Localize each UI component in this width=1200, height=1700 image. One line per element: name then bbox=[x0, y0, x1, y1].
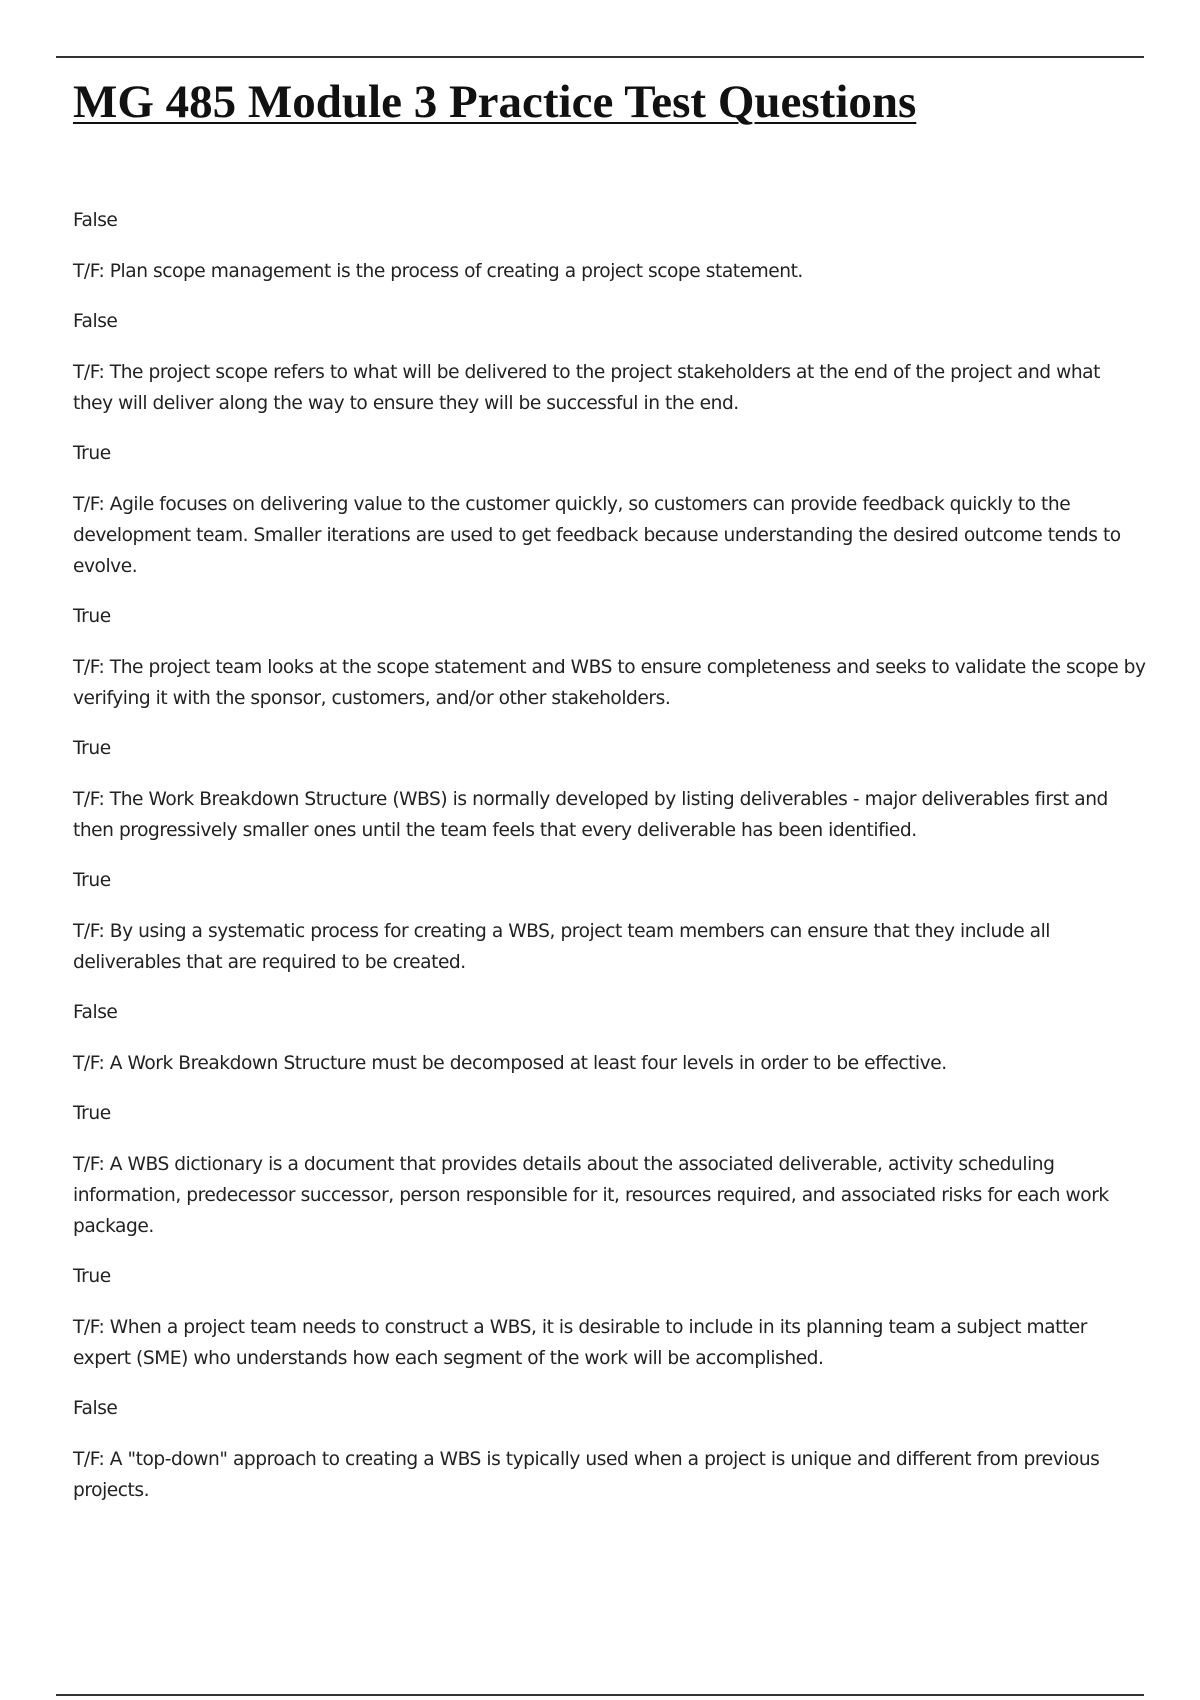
question-8: T/F: A WBS dictionary is a document that provides details about the associated deliverable, activity scheduling information, predecessor successor, person responsible for it, resources required, and associated risks for each work package. bbox=[73, 1154, 1109, 1237]
answer-3: True bbox=[73, 606, 111, 627]
question-5: T/F: The Work Breakdown Structure (WBS) is normally developed by listing deliverables - major deliverables first and then progressively smaller ones until the team feels that every deliverable has been identified. bbox=[73, 789, 1108, 841]
question-list bbox=[73, 205, 1158, 1525]
question-3: T/F: Agile focuses on delivering value to the customer quickly, so customers can provide feedback quickly to the development team. Smaller iterations are used to get feedback because understanding the desired outcome tends to evolve. bbox=[73, 494, 1121, 577]
question-9: T/F: When a project team needs to construct a WBS, it is desirable to include in its planning team a subject matter expert (SME) who understands how each segment of the work will be accomplished. bbox=[73, 1317, 1087, 1369]
question-2: T/F: The project scope refers to what will be delivered to the project stakeholders at the end of the project and what they will deliver along the way to ensure they will be successful in the end. bbox=[73, 362, 1100, 414]
question-4: T/F: The project team looks at the scope statement and WBS to ensure completeness and seeks to validate the scope by verifying it with the sponsor, customers, and/or other stakeholders. bbox=[73, 657, 1146, 709]
answer-8: True bbox=[73, 1266, 111, 1287]
answer-1: False bbox=[73, 311, 118, 332]
answer-9: False bbox=[73, 1398, 118, 1419]
footer-divider bbox=[56, 1694, 1144, 1696]
document-title: MG 485 Module 3 Practice Test Questions bbox=[73, 76, 917, 128]
answer-2: True bbox=[73, 443, 111, 464]
answer-5: True bbox=[73, 870, 111, 891]
question-7: T/F: A Work Breakdown Structure must be decomposed at least four levels in order to be effective. bbox=[73, 1053, 947, 1074]
question-6: T/F: By using a systematic process for creating a WBS, project team members can ensure that they include all deliverables that are required to be created. bbox=[73, 921, 1051, 973]
answer-4: True bbox=[73, 738, 111, 759]
header-divider bbox=[56, 56, 1144, 58]
answer-0: False bbox=[73, 210, 118, 231]
answer-7: True bbox=[73, 1103, 111, 1124]
answer-6: False bbox=[73, 1002, 118, 1023]
question-10: T/F: A "top-down" approach to creating a WBS is typically used when a project is unique and different from previous projects. bbox=[73, 1449, 1100, 1501]
question-1: T/F: Plan scope management is the process of creating a project scope statement. bbox=[73, 261, 803, 282]
